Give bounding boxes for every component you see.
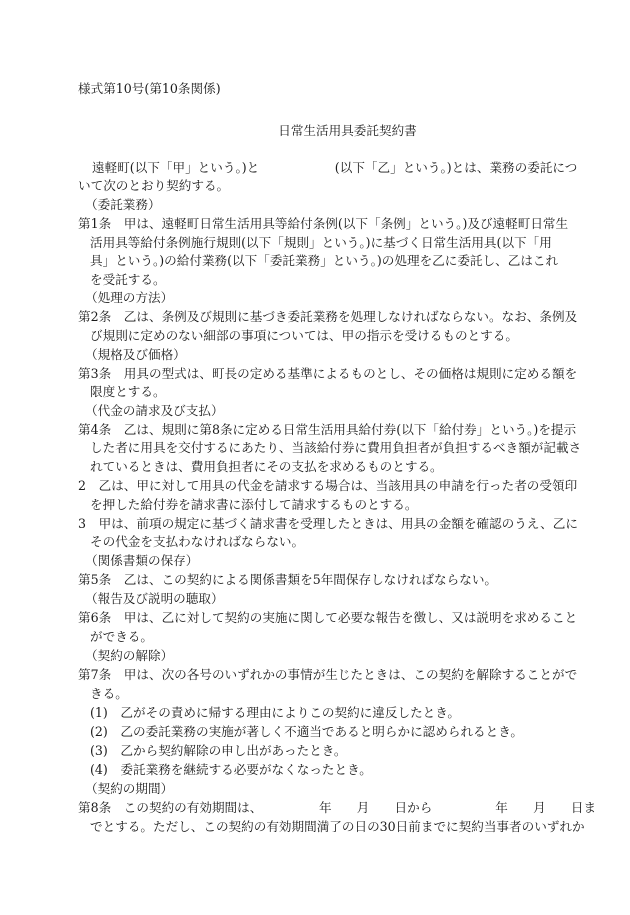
list-item: (2) 乙の委託業務の実施が著しく不適当であると明らかに認められるとき。 (90, 724, 523, 739)
document-title: 日常生活用具委託契約書 (278, 123, 417, 138)
article-line: した者に用具を交付するにあたり、当該給付券に費用負担者が負担するべき額が記載さ (90, 440, 582, 455)
section-heading: （規格及び価格） (85, 347, 186, 362)
article-line: 第7条 甲は、次の各号のいずれかの事情が生じたときは、この契約を解除することがで (78, 667, 578, 682)
article-line: 2 乙は、甲に対して用具の代金を請求する場合は、当該用具の申請を行った者の受領印 (78, 478, 578, 493)
article-line: を押した給付券を請求書に添付して請求するものとする。 (90, 497, 418, 512)
article-line: きる。 (90, 686, 128, 701)
list-item: (1) 乙がその責めに帰する理由によりこの契約に違反したとき。 (90, 705, 460, 720)
article-line: れているときは、費用負担者にその支払を求めるものとする。 (90, 459, 443, 474)
section-heading: （契約の解除） (85, 648, 174, 663)
article-line: 第3条 用具の型式は、町長の定める基準によるものとし、その価格は規則に定める額を (78, 366, 578, 381)
article-line: 限度とする。 (90, 384, 166, 399)
article-line: その代金を支払わなければならない。 (90, 534, 305, 549)
article-line: を受託する。 (90, 272, 166, 287)
section-heading: （契約の期間） (85, 781, 174, 796)
preamble-line: いて次のとおり契約する。 (78, 178, 230, 193)
section-heading: （処理の方法） (85, 290, 174, 305)
article-line: 第4条 乙は、規則に第8条に定める日常生活用具給付券(以下「給付券」という。)を提示 (78, 422, 577, 437)
list-item: (4) 委託業務を継続する必要がなくなったとき。 (90, 762, 372, 777)
article-line: び規則に定めのない細部の事項については、甲の指示を受けるものとする。 (90, 328, 518, 343)
list-item: (3) 乙から契約解除の申し出があったとき。 (90, 743, 347, 758)
article-line: 第2条 乙は、条例及び規則に基づき委託業務を処理しなければならない。なお、条例及 (78, 309, 578, 324)
section-heading: （代金の請求及び支払） (85, 403, 224, 418)
article-line: 活用具等給付条例施行規則(以下「規則」という。)に基づく日常生活用具(以下「用 (90, 235, 552, 250)
article-line: でとする。ただし、この契約の有効期間満了の日の30日前までに契約当事者のいずれか (90, 819, 585, 834)
article-line: ができる。 (90, 629, 153, 644)
section-heading: （関係書類の保存） (85, 553, 199, 568)
form-number: 様式第10号(第10条関係) (78, 81, 221, 96)
article-line: 3 甲は、前項の規定に基づく請求書を受理したときは、用具の金額を確認のうえ、乙に (78, 516, 578, 531)
section-heading: （報告及び説明の聴取） (85, 591, 224, 606)
section-heading: （委託業務） (85, 197, 161, 212)
article-line: 第8条 この契約の有効期間は、 年 月 日から 年 月 日ま (78, 800, 597, 815)
article-line: 第1条 甲は、遠軽町日常生活用具等給付条例(以下「条例」という。)及び遠軽町日常生 (78, 216, 569, 231)
article-line: 第6条 甲は、乙に対して契約の実施に関して必要な報告を徴し、又は説明を求めること (78, 610, 578, 625)
preamble-line: 遠軽町(以下「甲」という。)と (以下「乙」という。)とは、業務の委託につ (92, 160, 578, 175)
article-line: 第5条 乙は、この契約による関係書類を5年間保存しなければならない。 (78, 572, 498, 587)
article-line: 具」という。)の給付業務(以下「委託業務」という。)の処理を乙に委託し、乙はこれ (90, 253, 559, 268)
